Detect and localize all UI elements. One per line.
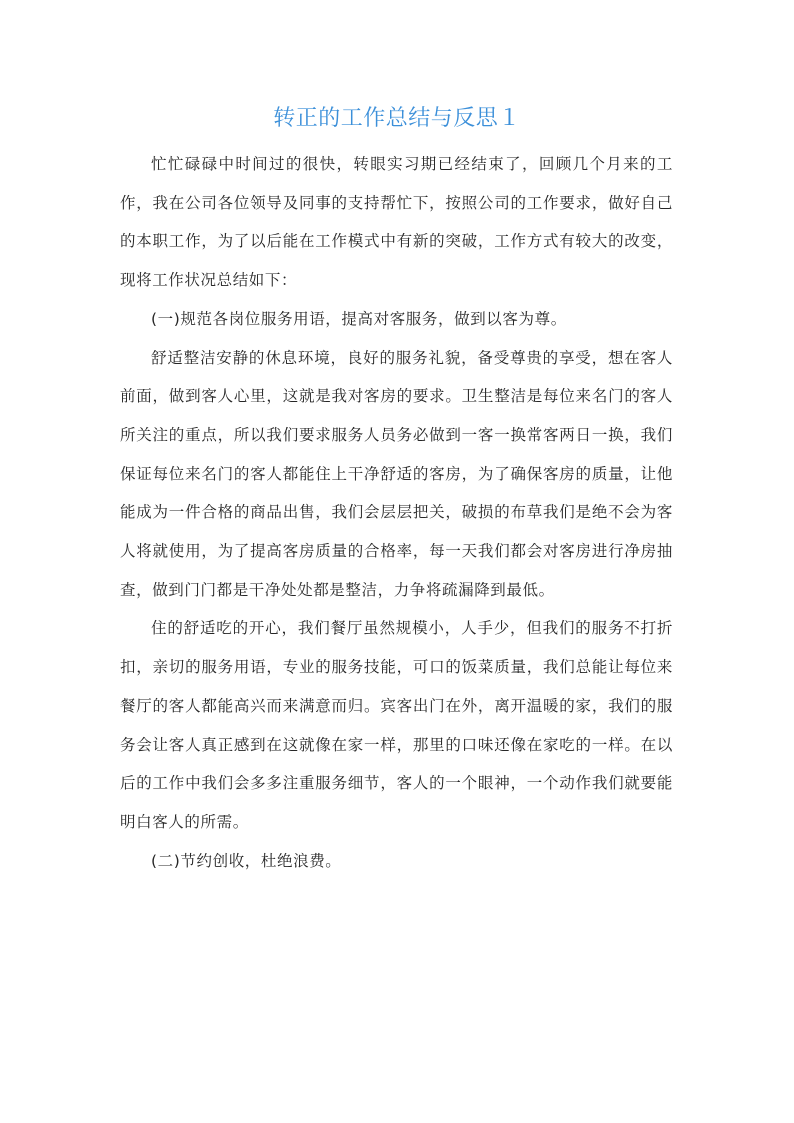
paragraph-rooms: 舒适整洁安静的休息环境，良好的服务礼貌，备受尊贵的享受，想在客人前面，做到客人心里，这就是我对客房的要求。卫生整洁是每位来名门的客人所关注的重点，所以我们要求服务人员务必做到一客一换常客两日一换，我们保证每位来名门的客人都能住上干净舒适的客房，为了确保客房的质量，让他能成为一件合格的商品出售，我们会层层把关，破损的布草我们是绝不会为客人将就使用，为了提高客房质量的合格率，每一天我们都会对客房进行净房抽查，做到门门都是干净处处都是整洁，力争将疏漏降到最低。 <box>120 348 673 599</box>
document-body <box>120 145 673 880</box>
paragraph-dining: 住的舒适吃的开心，我们餐厅虽然规模小，人手少，但我们的服务不打折扣，亲切的服务用语，专业的服务技能，可口的饭菜质量，我们总能让每位来餐厅的客人都能高兴而来满意而归。宾客出门在外，离开温暖的家，我们的服务会让客人真正感到在这就像在家一样，那里的口味还像在家吃的一样。在以后的工作中我们会多多注重服务细节，客人的一个眼神，一个动作我们就要能明白客人的所需。 <box>120 619 673 831</box>
paragraph-intro: 忙忙碌碌中时间过的很快，转眼实习期已经结束了，回顾几个月来的工作，我在公司各位领导及同事的支持帮忙下，按照公司的工作要求，做好自己的本职工作，为了以后能在工作模式中有新的突破，工作方式有较大的改变，现将工作状况总结如下： <box>120 155 673 290</box>
document-title: 转正的工作总结与反思１ <box>273 106 521 131</box>
section-heading-1: (一)规范各岗位服务用语，提高对客服务，做到以客为尊。 <box>151 309 567 328</box>
section-heading-2: (二)节约创收，杜绝浪费。 <box>151 851 342 870</box>
